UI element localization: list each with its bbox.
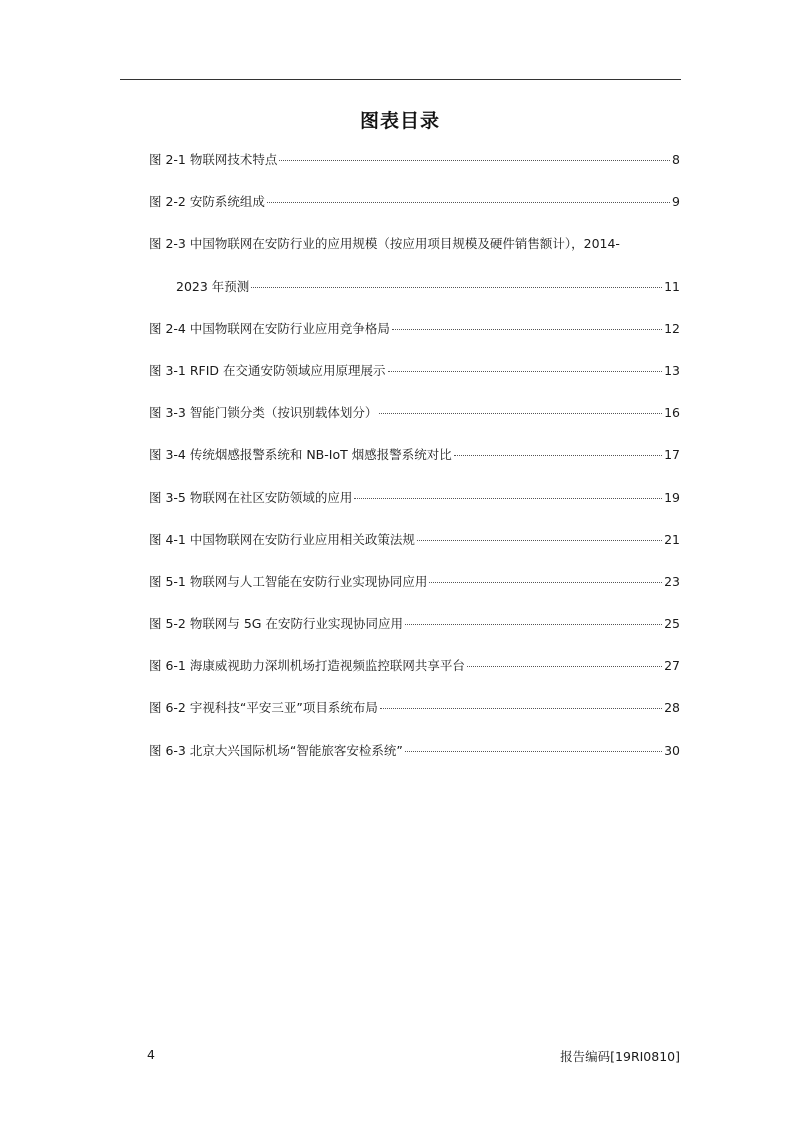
toc-entry[interactable]: [149, 191, 680, 233]
toc-leader: [354, 497, 662, 499]
toc-leader: [267, 201, 670, 203]
toc-entry-page: 25: [664, 616, 680, 632]
toc-entry[interactable]: [149, 444, 680, 486]
toc-entry-label: 图 2-1 物联网技术特点: [149, 152, 278, 167]
toc-entry-page: 27: [664, 658, 680, 674]
toc-entry-page: 17: [664, 447, 680, 463]
toc-entry-label: 图 6-1 海康威视助力深圳机场打造视频监控联网共享平台: [149, 658, 465, 674]
toc-entry[interactable]: [149, 487, 680, 529]
toc-entry-page: 9: [672, 194, 680, 210]
toc-entry[interactable]: [149, 655, 680, 697]
toc-entry-label: 图 2-2 安防系统组成: [149, 194, 265, 210]
toc-entry[interactable]: [149, 571, 680, 613]
toc-entry-label: 图 5-2 物联网与 5G 在安防行业实现协同应用: [149, 616, 403, 632]
toc-entry-label: 2023 年预测: [176, 278, 250, 294]
toc-entry-label: 图 4-1 中国物联网在安防行业应用相关政策法规: [149, 531, 415, 547]
toc-entry[interactable]: [149, 360, 680, 402]
toc-entry-page: 11: [664, 278, 680, 294]
toc-leader: [388, 370, 663, 372]
toc-leader: [454, 454, 662, 456]
toc-leader: [251, 286, 662, 288]
toc-entry-label: 图 3-5 物联网在社区安防领域的应用: [149, 489, 353, 505]
footer-page-number: 4: [147, 1047, 155, 1062]
toc-entry[interactable]: [149, 402, 680, 444]
toc-leader: [380, 707, 662, 709]
toc-entry-page: 16: [664, 405, 680, 421]
toc-entry-label: 图 5-1 物联网与人工智能在安防行业实现协同应用: [149, 573, 428, 589]
toc-entry-label: 图 3-1 RFID 在交通安防领域应用原理展示: [149, 362, 386, 378]
toc-entry[interactable]: [149, 697, 680, 739]
toc-leader: [405, 623, 662, 625]
toc-entry-page: 21: [664, 531, 680, 547]
toc-entry-page: 8: [672, 152, 680, 167]
toc-leader: [467, 665, 662, 667]
toc-entry-label: 图 3-3 智能门锁分类（按识别载体划分）: [149, 405, 378, 421]
toc-entry-page: 12: [664, 320, 680, 336]
toc-entry[interactable]: [149, 318, 680, 360]
toc-leader: [417, 539, 662, 541]
table-of-figures: [149, 149, 680, 782]
toc-entry[interactable]: [149, 529, 680, 571]
toc-entry-label: 图 2-3 中国物联网在安防行业的应用规模（按应用项目规模及硬件销售额计），2014-: [149, 236, 620, 252]
toc-leader: [429, 581, 662, 583]
toc-entry[interactable]: [149, 149, 680, 191]
toc-leader: [379, 412, 662, 414]
toc-entry-page: 23: [664, 573, 680, 589]
header-rule: [120, 79, 681, 80]
toc-leader: [279, 159, 670, 161]
page-title: 图表目录: [359, 110, 440, 132]
toc-entry-page: 13: [664, 362, 680, 378]
toc-entry-label: 图 6-2 宇视科技“平安三亚”项目系统布局: [149, 700, 378, 716]
toc-entry-label: 图 3-4 传统烟感报警系统和 NB-IoT 烟感报警系统对比: [149, 447, 452, 463]
toc-entry[interactable]: [149, 740, 680, 782]
toc-entry[interactable]: [149, 233, 680, 275]
toc-entry-page: 19: [664, 489, 680, 505]
toc-leader: [405, 750, 662, 752]
toc-entry-continuation[interactable]: [149, 276, 680, 318]
toc-entry-label: 图 2-4 中国物联网在安防行业应用竞争格局: [149, 320, 390, 336]
toc-entry-label: 图 6-3 北京大兴国际机场“智能旅客安检系统”: [149, 742, 403, 758]
toc-entry-page: 30: [664, 742, 680, 758]
toc-entry[interactable]: [149, 613, 680, 655]
footer-report-code: 报告编码[19RI0810]: [560, 1049, 680, 1064]
toc-leader: [392, 328, 662, 330]
toc-entry-page: 28: [664, 700, 680, 716]
